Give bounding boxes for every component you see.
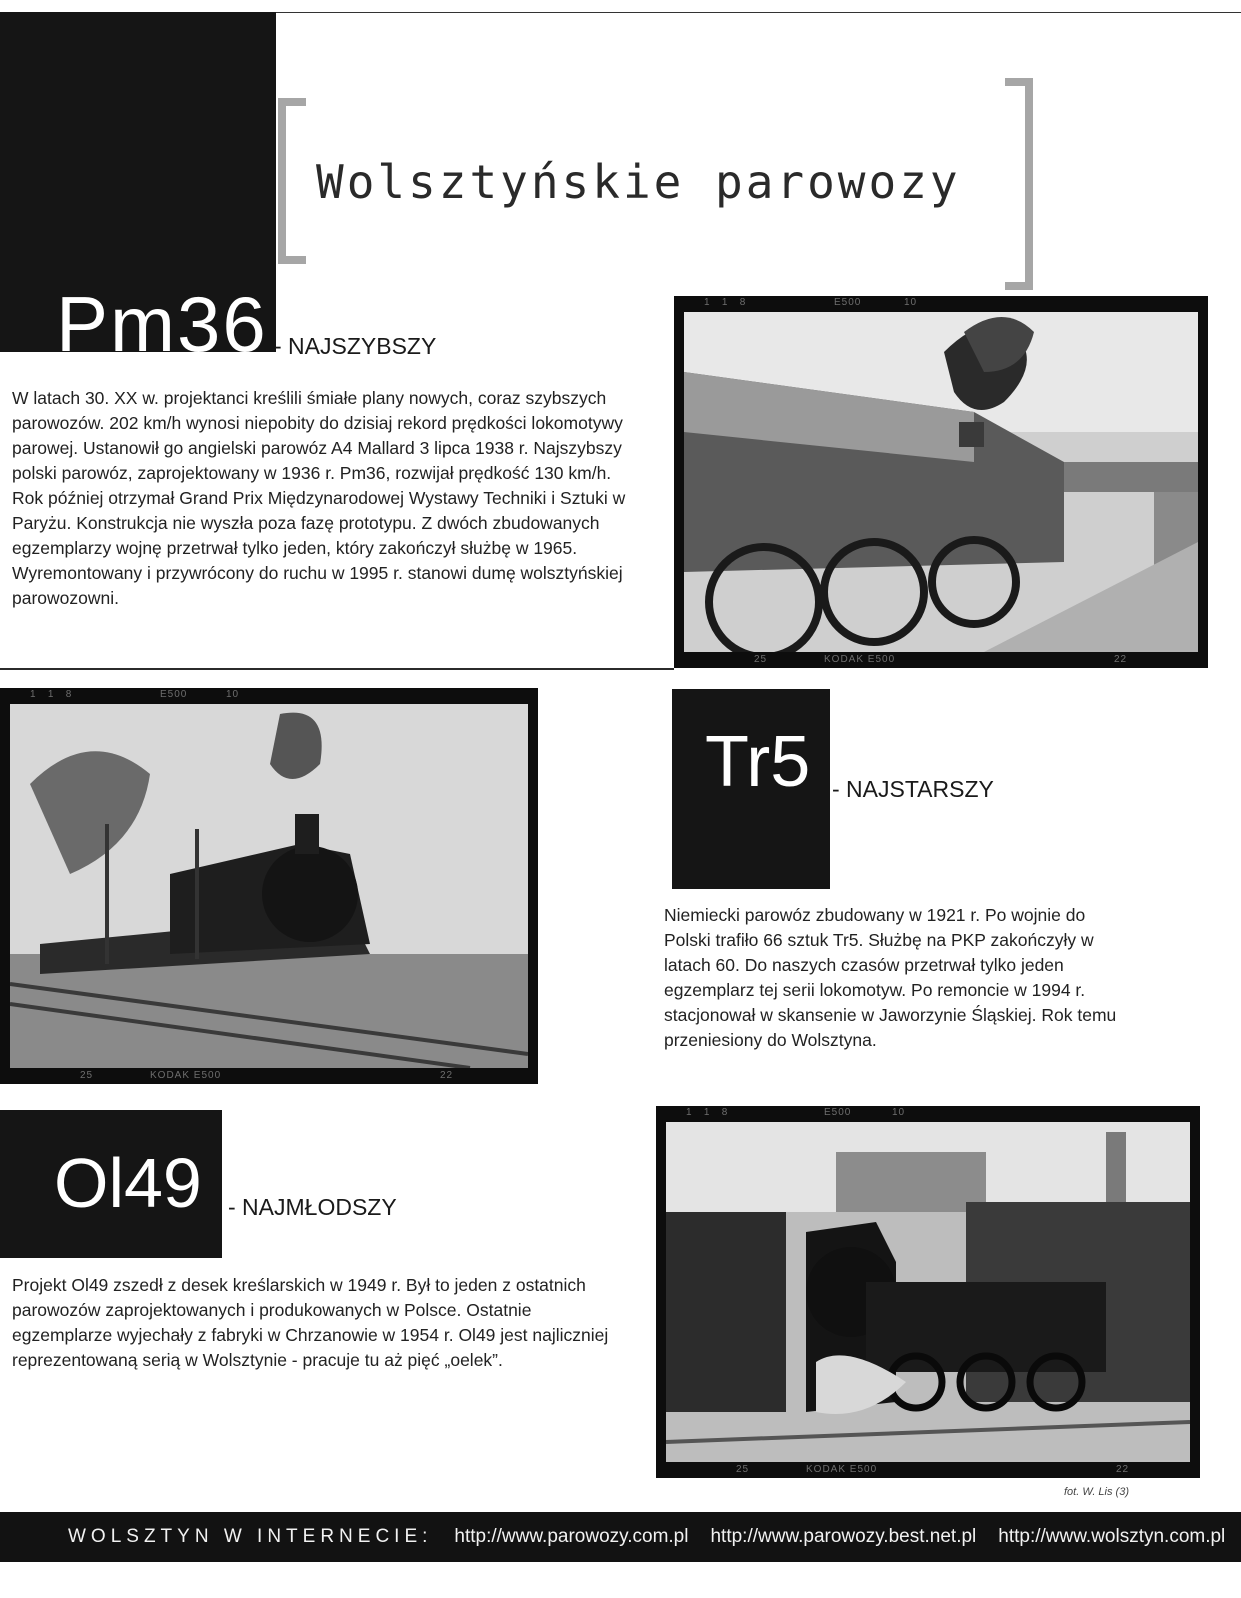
section-code-pm36: Pm36	[56, 280, 268, 368]
footer-label: WOLSZTYN W INTERNECIE:	[68, 1526, 433, 1547]
locomotive-tr5-image	[10, 704, 528, 1068]
footer-link-parowozy-best[interactable]: http://www.parowozy.best.net.pl	[710, 1526, 977, 1547]
footer-link-parowozy[interactable]: http://www.parowozy.com.pl	[454, 1526, 689, 1547]
photo-ol49: 1 1 8 E500 10 KODAK E500 25 22	[656, 1106, 1200, 1478]
divider-1	[0, 668, 674, 670]
photo-tr5: 1 1 8 E500 10 KODAK E500 25 22	[0, 688, 538, 1084]
section-subtitle-tr5: - NAJSTARSZY	[832, 776, 994, 802]
locomotive-ol49-image	[666, 1122, 1190, 1462]
section-subtitle-ol49: - NAJMŁODSZY	[228, 1194, 397, 1220]
left-bracket	[278, 98, 306, 264]
section-text-ol49: Projekt Ol49 zszedł z desek kreślarskich w 1949 r. Był to jeden z ostatnich parowozów zaprojektowanych i produkowanych w Polsce. Ostatnie egzemplarze wyjechały z fabryki w Chrzanowie w 1954 r. Ol49 jest najliczniej reprezentowaną serią w Wolsztynie - pracuje tu aż pięć „oelek”.	[12, 1275, 609, 1370]
photo-caption: fot. W. Lis (3)	[1064, 1486, 1129, 1498]
section-subtitle-pm36: - NAJSZYBSZY	[274, 333, 437, 359]
photo-pm36: 1 1 8 E500 10 KODAK E500 25 22	[674, 296, 1208, 668]
section-code-tr5: Tr5	[705, 722, 811, 802]
footer-bar	[0, 1512, 1241, 1562]
footer-link-wolsztyn[interactable]: http://www.wolsztyn.com.pl	[998, 1526, 1226, 1547]
section-code-ol49: Ol49	[54, 1144, 202, 1222]
right-bracket	[1005, 78, 1033, 290]
section-text-pm36: W latach 30. XX w. projektanci kreślili śmiałe plany nowych, coraz szybszych parowozów. 202 km/h wynosi niepobity do dzisiaj rekord prędkości lokomotywy parowej. Ustanowił go angielski parowóz A4 Mallard 3 lipca 1938 r. Najszybszy polski parowóz, zaprojektowany w 1936 r. Pm36, rozwijał prędkość 130 km/h. Rok później otrzymał Grand Prix Międzynarodowej Wystawy Techniki i Sztuki w Paryżu. Konstrukcja nie wyszła poza fazę prototypu. Z dwóch zbudowanych egzemplarzy wojnę przetrwał tylko jeden, który zakończył służbę w 1965. Wyremontowany i przywrócony do ruchu w 1995 r. stanowi dumę wolsztyńskiej parowozowni.	[12, 388, 626, 608]
top-rule	[276, 12, 1241, 13]
locomotive-pm36-image	[684, 312, 1198, 652]
section-text-tr5: Niemiecki parowóz zbudowany w 1921 r. Po wojnie do Polski trafiło 66 sztuk Tr5. Służbę na PKP zakończyły w latach 60. Do naszych czasów przetrwał tylko jeden egzemplarz tej serii lokomotyw. Po remoncie w 1994 r. stacjonował w skansenie w Jaworzynie Śląskiej. Rok temu przeniesiony do Wolsztyna.	[664, 905, 1117, 1050]
page-title: Wolsztyńskie parowozy	[316, 155, 961, 209]
